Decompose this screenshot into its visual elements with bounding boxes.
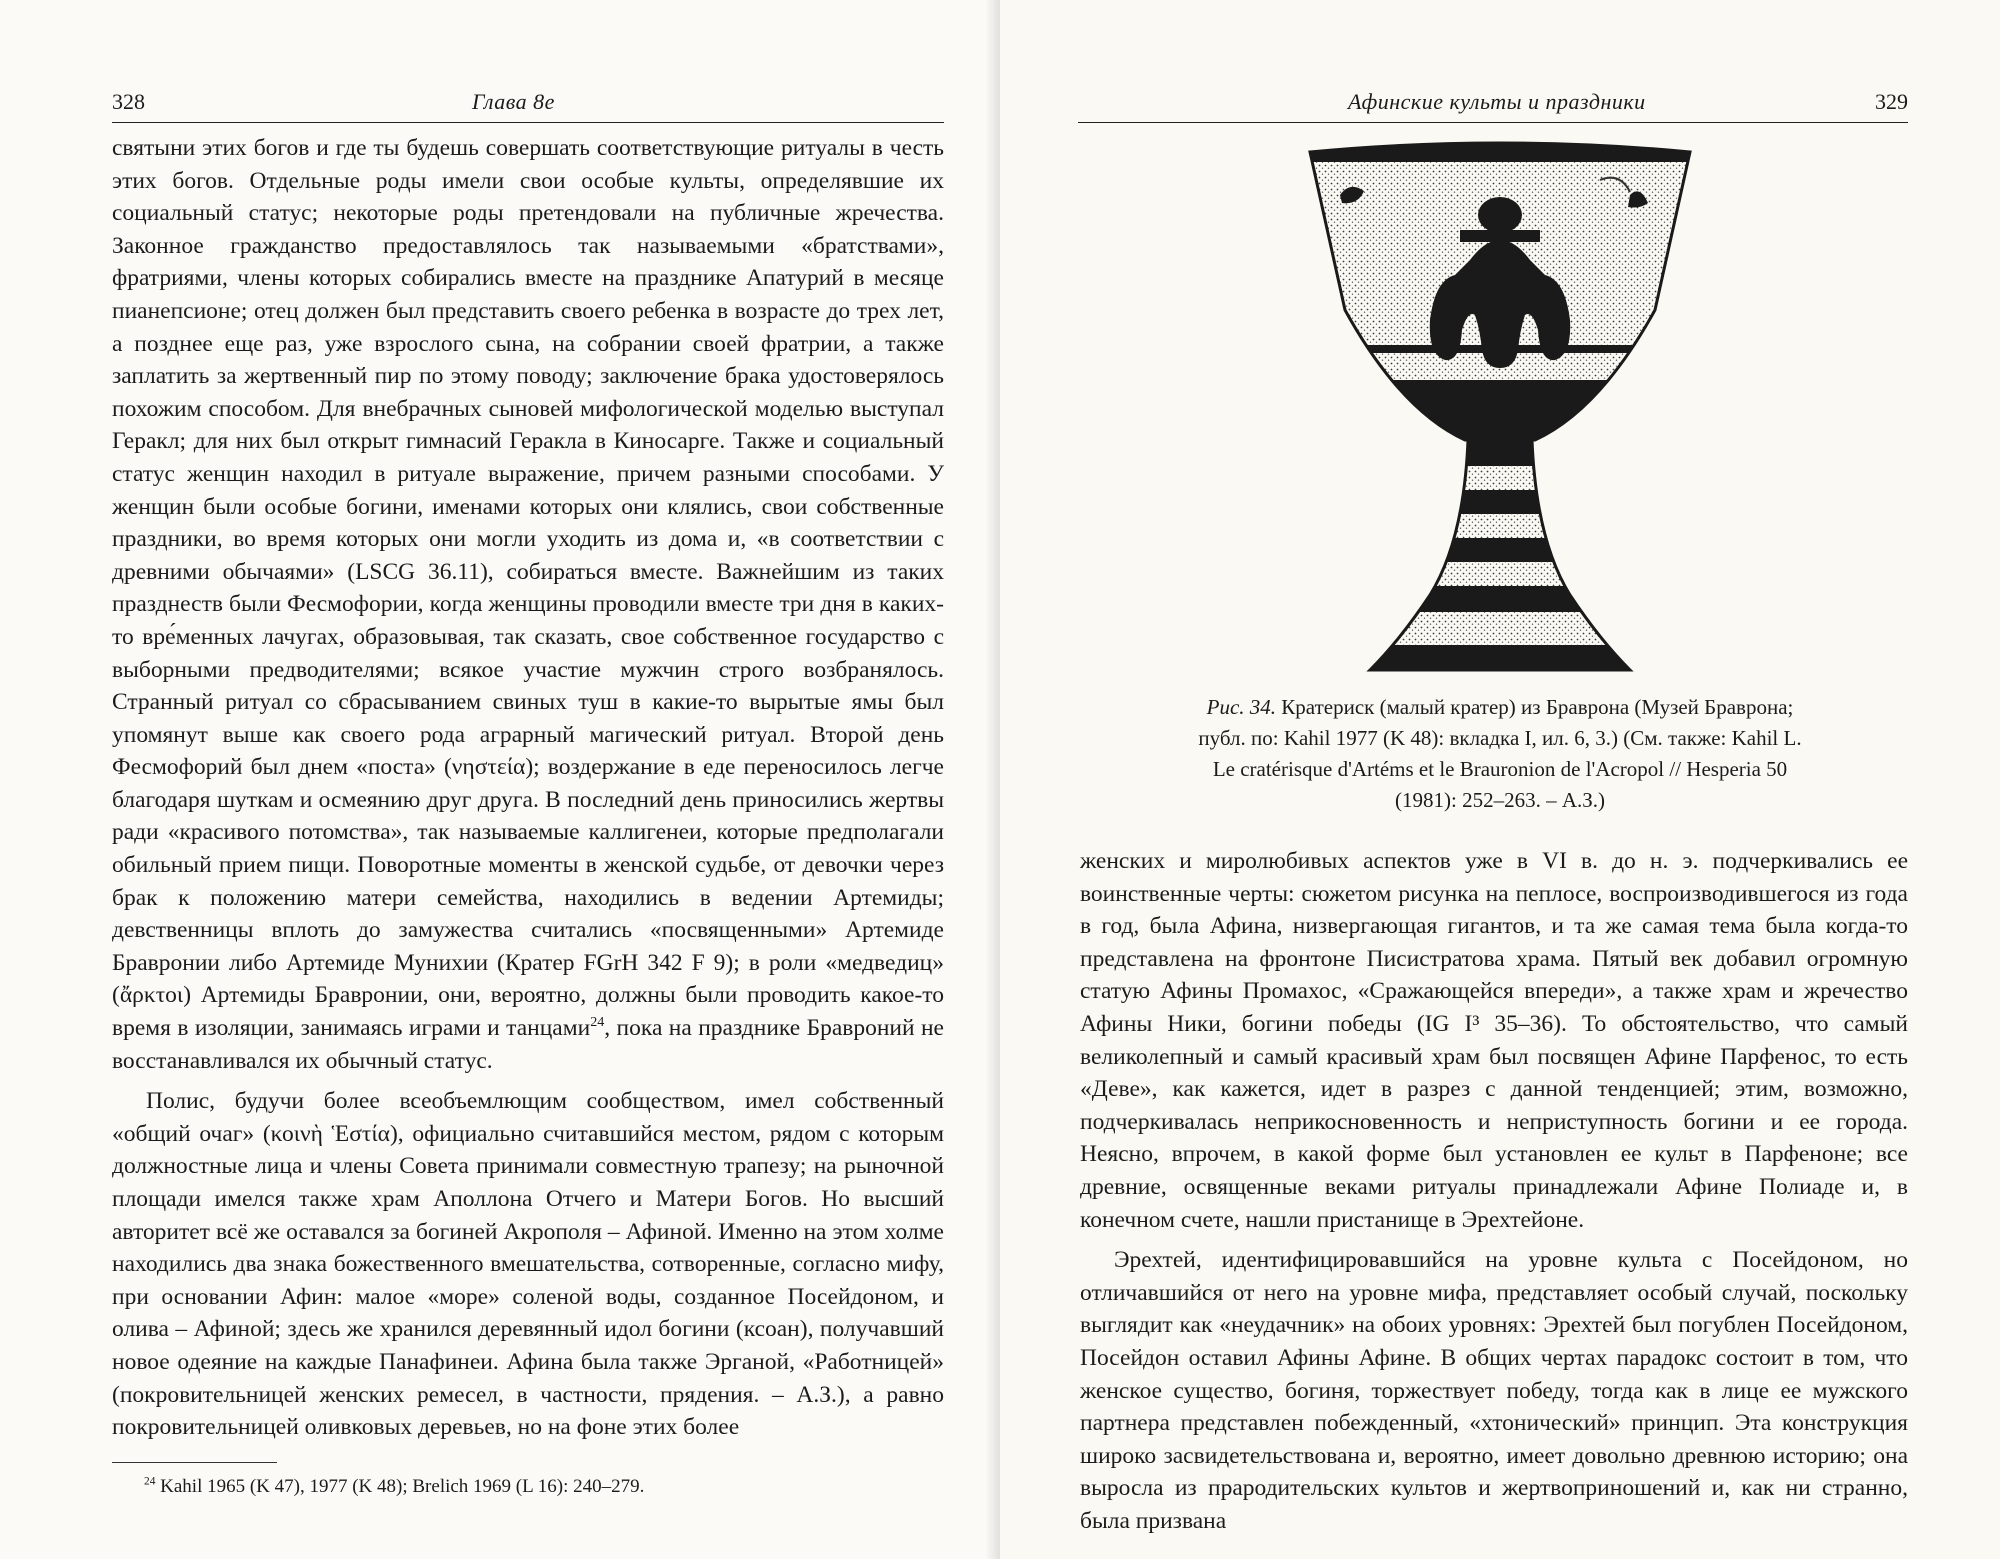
figure-caption (1185, 692, 1815, 816)
right-body-text (1080, 845, 1908, 1537)
krateriskos-vase-illustration (1300, 140, 1700, 680)
footnote-ref-24[interactable]: 24 (590, 1014, 605, 1031)
right-paragraph-1: женских и миролюбивых аспектов уже в VI в. до н. э. подчеркивались ее воинственные черты: сюжетом рисунка на пеплосе, воспроизводившегося из года в год, была Афина, низвергающая гигантов, и та же самая тема была когда-то представлена на фронтоне Писистратова храма. Пятый век добавил огромную статую Афины Промахос, «Сражающейся впереди», а также храм и жречество Афины Ники, богини победы (IG I³ 35–36). То обстоятельство, что самый великолепный и самый красивый храм был посвящен Афине Парфенос, то есть «Деве», как кажется, идет в разрез с данной тенденцией; этим, возможно, подчеркивалась неприкосновенность и неприступность богини и ее города. Неясно, впрочем, в какой форме был установлен ее культ в Парфеноне; все древние, освященные веками ритуалы принадлежали Афине Полиаде и, в конечном счете, нашли пристанище в Эрехтейоне. (1080, 848, 1908, 1233)
vase-bowl (1300, 140, 1700, 460)
vase-drawing (1300, 140, 1700, 680)
left-paragraph-2: Полис, будучи более всеобъемлющим сообществом, имел собственный «общий очаг» (κοινὴ Ἑστία), официально считавшийся местом, рядом с которым должностные лица и члены Совета принимали совместную трапезу; на рыночной площади имелся также храм Аполлона Отчего и Матери Богов. Но высший авторитет всё же оставался за богиней Акрополя – Афиной. Именно на этом холме находились два знака божественного вмешательства, сотворенные, согласно мифу, при основании Афин: малое «море» соленой воды, созданное Посейдоном, и олива – Афиной; здесь же хранился деревянный идол богини (ксоан), получавший новое одеяние на каждые Панафинеи. Афина была также Эрганой, «Работницей» (покровительницей женских ремесел, в частности, прядения. – А.З.), а равно покровительницей оливковых деревьев, но на фоне этих более (112, 1088, 944, 1441)
vase-stem (1300, 440, 1700, 680)
right-running-title: Афинские культы и праздники (1348, 89, 1646, 114)
footnote-24 (144, 1474, 644, 1500)
figure-caption-text: Кратериск (малый кратер) из Браврона (Музей Браврона; публ. по: Kahil 1977 (K 48): вкладка I, ил. 6, 3.) (См. также: Kahil L. Le cratérisque d'Artéms et le Brauronion de l'Acropol // Hesperia 50 (1981): 252–263. – А.З.) (1198, 695, 1802, 812)
left-running-header (112, 82, 944, 123)
figure-label: Рис. 34. (1206, 695, 1277, 719)
left-paragraph-1 (112, 132, 944, 1077)
left-paragraph-1-tail: , пока на празднике Бравроний не восстанавливался их обычный статус. (112, 1015, 944, 1074)
footnote-number: 24 (144, 1475, 156, 1488)
footnote-text: Kahil 1965 (K 47), 1977 (K 48); Brelich 1969 (L 16): 240–279. (160, 1476, 645, 1497)
left-page-number: 328 (112, 89, 145, 114)
right-page-number: 329 (1875, 89, 1908, 114)
left-paragraph-1-text: святыни этих богов и где ты будешь совершать соответствующие ритуалы в честь этих богов. Отдельные роды имели свои особые культы, определявшие их социальный статус; некоторые роды претендовали на публичные жречества. Законное гражданство предоставлялось так называемыми «братствами», фратриями, члены которых собирались вместе на празднике Апатурий в месяце пианепсионе; отец должен был представить своего ребенка в возрасте до трех лет, а позднее еще раз, уже взрослого сына, на собрании своей фратрии, а также заплатить за жертвенный пир по этому поводу; заключение брака удостоверялось похожим способом. Для внебрачных сыновей мифологической моделью выступал Геракл; для них был открыт гимнасий Геракла в Киносарге. Также и социальный статус женщин находил в ритуале выражение, причем разными способами. У женщин были особые богини, именами которых они клялись, свои собственные праздники, во время которых они могли уходить из дома и, «в соответствии с древними обычаями» (LSCG 36.11), собираться вместе. Важнейшим из таких празднеств были Фесмофории, когда женщины проводили вместе три дня в каких-то вре́менных лачугах, образовывая, так сказать, свое собственное государство с выборными предводителями; всякое участие мужчин строго возбранялось. Странный ритуал со сбрасыванием свиных туш в какие-то вырытые ямы был упомянут выше как своего рода аграрный магический ритуал. Второй день Фесмофорий был днем «поста» (νηστεία); воздержание в еде переносилось легче благодаря шуткам и осмеянию друг друга. В последний день приносились жертвы ради «красивого потомства», так называемые каллигенеи, которые предполагали обильный прием пищи. Поворотные моменты в женской судьбе, от девочки через брак к положению матери семейства, находились в ведении Артемиды; девственницы вплоть до замужества считались «посвященными» Артемиде Бравронии либо Артемиде Мунихии (Кратер FGrH 342 F 9); в роли «медведиц» (ἄρκτοι) Артемиды Бравронии, они, вероятно, должны были проводить какое-то время в изоляции, занимаясь играми и танцами (112, 135, 944, 1042)
right-paragraph-2: Эрехтей, идентифицировавшийся на уровне культа с Посейдоном, но отличавшийся от него на уровне мифа, представляет особый случай, поскольку выглядит как «неудачник» на обоих уровнях: Эрехтей был погублен Посейдоном, Посейдон оставил Афины Афине. В общих чертах парадокс состоит в том, что женское существо, богиня, торжествует победу, тогда как в лице ее мужского партнера представлен побежденный, «хтонический» принцип. Эта конструкция широко засвидетельствована и, вероятно, имеет довольно древнюю историю; она выросла из прародительских культов и жертвоприношений и, как ни странно, была призвана (1080, 1247, 1908, 1534)
left-running-title: Глава 8е (472, 89, 555, 114)
right-running-header (1078, 82, 1908, 123)
right-page (1000, 0, 2000, 1559)
left-body-text (112, 132, 944, 1444)
footnote-divider (112, 1462, 277, 1463)
